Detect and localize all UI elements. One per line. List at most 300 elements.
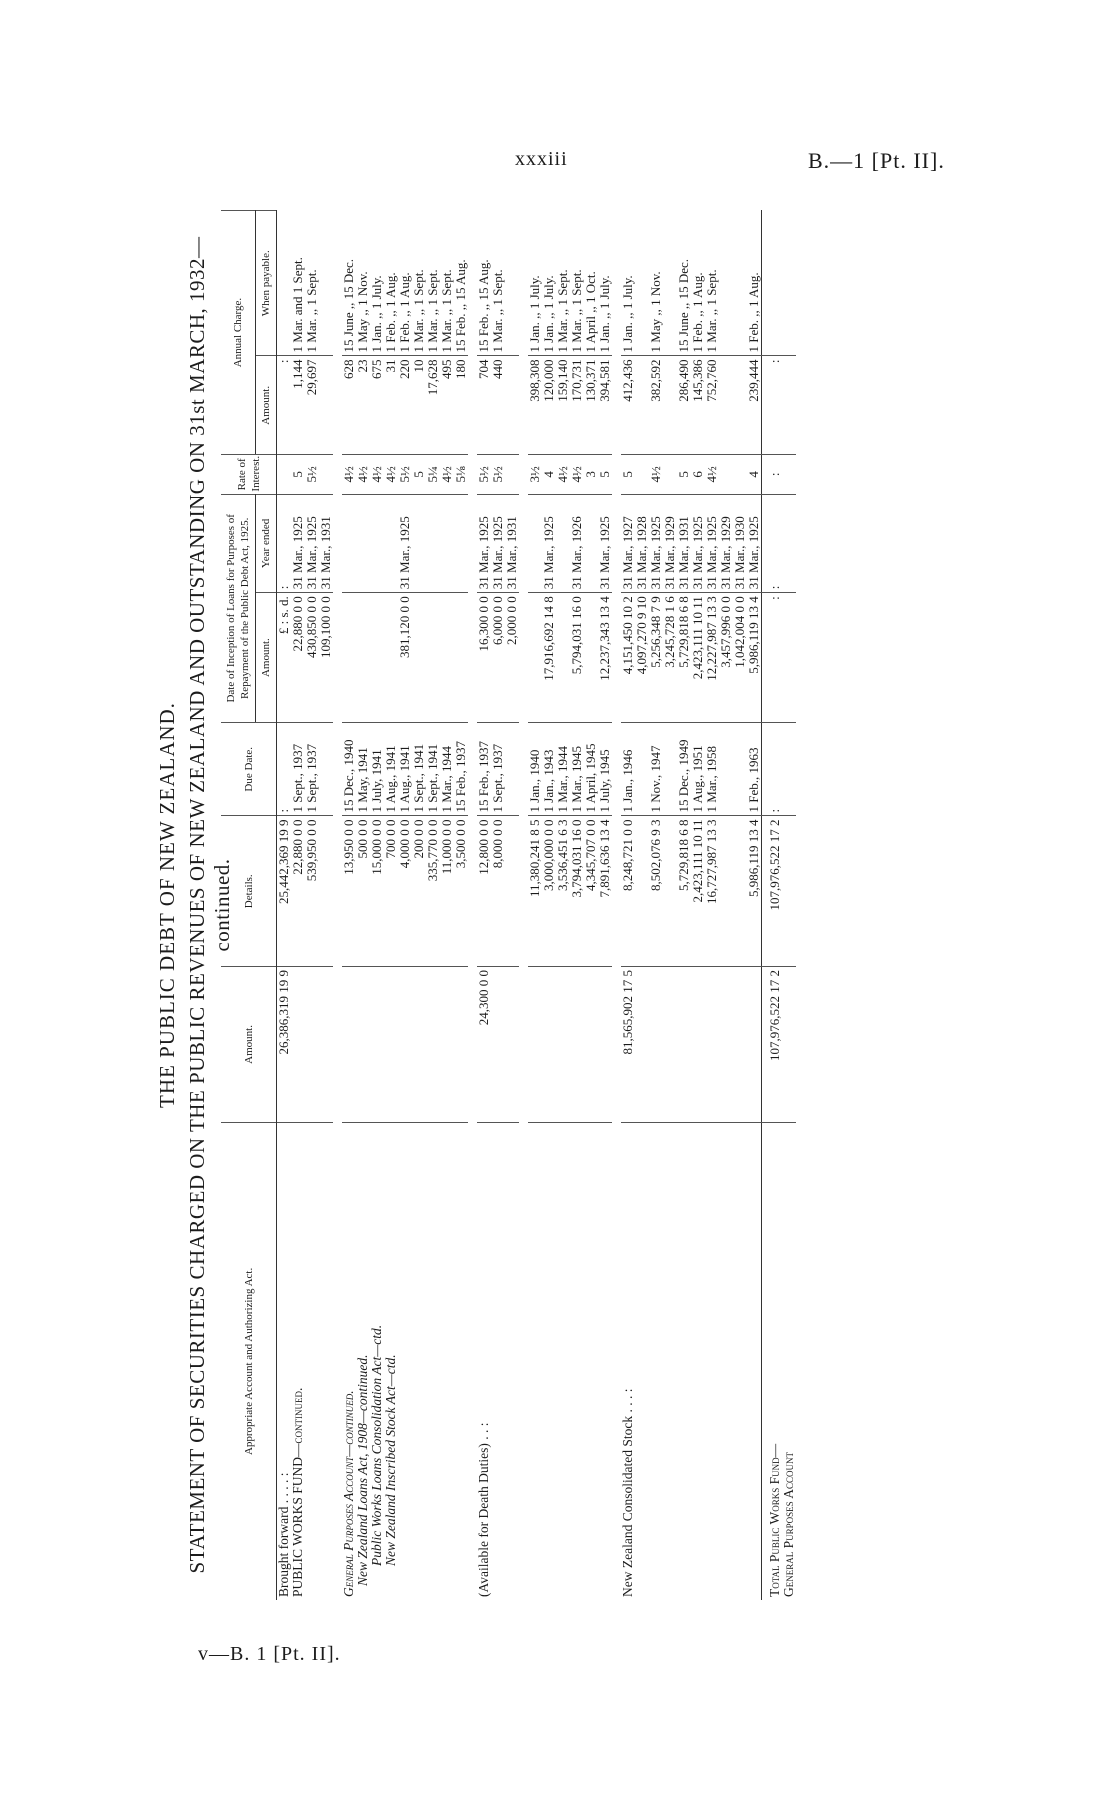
row-year-ended: : (277, 494, 292, 593)
row-when-payable (733, 211, 747, 356)
page-number: xxxiii (515, 148, 568, 170)
row-rate (733, 455, 747, 494)
row-rate: 5½ (398, 455, 412, 494)
row-annual-amount: 220 (398, 356, 412, 455)
row-inception-amount: 5,794,031 16 0 (570, 593, 584, 723)
row-when-payable: 1 Jan. ,, 1 July. (542, 211, 556, 356)
row-when-payable: 15 Feb. ,, 15 Aug. (454, 211, 468, 356)
row-due-date: : (277, 723, 292, 816)
row-due-date: 15 Dec., 1949 (677, 723, 691, 816)
row-year-ended (384, 494, 398, 593)
row-amount (705, 967, 719, 1123)
table-row (342, 211, 356, 1601)
row-details: 5,729,818 6 8 (677, 816, 691, 967)
row-amount (584, 967, 598, 1123)
row-details: 8,000 0 0 (491, 816, 505, 967)
row-inception-amount: 3,457,996 0 0 (719, 593, 733, 723)
row-account (719, 1122, 733, 1600)
row-when-payable: 1 April ,, 1 Oct. (584, 211, 598, 356)
total-annual: : (762, 356, 797, 455)
row-year-ended (426, 494, 440, 593)
table-row (505, 211, 519, 1601)
table-row (356, 211, 370, 1601)
row-amount (542, 967, 556, 1123)
row-details: 25,442,369 19 9 (277, 816, 292, 967)
row-annual-amount (733, 356, 747, 455)
row-details (663, 816, 677, 967)
row-year-ended: 31 Mar., 1930 (733, 494, 747, 593)
row-amount (412, 967, 426, 1123)
row-when-payable: 1 Mar. ,, 1 Sept. (705, 211, 719, 356)
row-rate: 4½ (342, 455, 356, 494)
row-when-payable: 1 Jan. ,, 1 July. (528, 211, 542, 356)
row-due-date (663, 723, 677, 816)
row-amount (570, 967, 584, 1123)
row-when-payable: 1 Jan. ,, 1 July. (621, 211, 635, 356)
row-account (570, 1122, 584, 1600)
row-due-date: 1 Jan., 1943 (542, 723, 556, 816)
row-details: 4,000 0 0 (398, 816, 412, 967)
row-details: 335,770 0 0 (426, 816, 440, 967)
row-details: 4,345,707 0 0 (584, 816, 598, 967)
row-annual-amount: 170,731 (570, 356, 584, 455)
header-due-date: Due Date. (221, 723, 277, 816)
row-when-payable (663, 211, 677, 356)
row-details: 13,950 0 0 (342, 816, 356, 967)
row-rate (663, 455, 677, 494)
table-row (570, 211, 584, 1601)
row-when-payable: 1 May ,, 1 Nov. (649, 211, 663, 356)
row-details (319, 816, 333, 967)
row-annual-amount: 495 (440, 356, 454, 455)
header-amount: Amount. (221, 967, 277, 1123)
row-details (505, 816, 519, 967)
row-details: 22,880 0 0 (291, 816, 305, 967)
row-year-ended: 31 Mar., 1925 (491, 494, 505, 593)
row-due-date: 15 Feb., 1937 (477, 723, 491, 816)
row-rate (319, 455, 333, 494)
row-account: General Purposes Account—continued. (341, 1390, 356, 1597)
row-details: 16,727,987 13 3 (705, 816, 719, 967)
row-inception-amount: 430,850 0 0 (305, 593, 319, 723)
row-annual-amount: 239,444 (747, 356, 762, 455)
row-inception-amount: 22,880 0 0 (291, 593, 305, 723)
row-inception-amount: 12,237,343 13 4 (598, 593, 612, 723)
table-row (277, 211, 292, 1601)
row-annual-amount (719, 356, 733, 455)
row-rate: 5 (412, 455, 426, 494)
row-details: 500 0 0 (356, 816, 370, 967)
total-year-ended: : (762, 494, 797, 593)
table-row (663, 211, 677, 1601)
row-due-date: 15 Dec., 1940 (342, 723, 356, 816)
row-due-date: 1 Mar., 1944 (440, 723, 454, 816)
row-when-payable (719, 211, 733, 356)
total-details: 107,976,522 17 2 (762, 816, 797, 967)
row-spacer (468, 211, 477, 1601)
row-when-payable: 15 June ,, 15 Dec. (342, 211, 356, 356)
row-annual-amount: 180 (454, 356, 468, 455)
row-account (454, 1122, 468, 1600)
row-account (305, 1122, 319, 1600)
row-due-date: 1 Jan., 1946 (621, 723, 635, 816)
header-when-payable: When payable. (256, 211, 277, 356)
row-details: 3,794,031 16 0 (570, 816, 584, 967)
table-row (691, 211, 705, 1601)
row-annual-amount: 130,371 (584, 356, 598, 455)
row-account (691, 1122, 705, 1600)
table-row (556, 211, 570, 1601)
header-annual-charge: Annual Charge. (221, 211, 256, 455)
total-label (762, 1122, 797, 1600)
row-year-ended (440, 494, 454, 593)
row-account (542, 1122, 556, 1600)
table-row (319, 211, 333, 1601)
table-row (440, 211, 454, 1601)
row-annual-amount: 286,490 (677, 356, 691, 455)
row-account: Brought forward . . . . : (276, 1472, 291, 1597)
row-inception-amount: 381,120 0 0 (398, 593, 412, 723)
row-amount (719, 967, 733, 1123)
total-label-line1: Total Public Works Fund— (767, 1443, 782, 1597)
table-row (491, 211, 505, 1601)
row-rate: 4½ (649, 455, 663, 494)
table-row (733, 211, 747, 1601)
row-year-ended: 31 Mar., 1925 (691, 494, 705, 593)
row-due-date: 1 Sept., 1937 (305, 723, 319, 816)
row-when-payable (635, 211, 649, 356)
row-when-payable: 1 Mar. and 1 Sept. (291, 211, 305, 356)
row-annual-amount (663, 356, 677, 455)
row-when-payable: 1 May ,, 1 Nov. (356, 211, 370, 356)
row-account (598, 1122, 612, 1600)
row-inception-amount: 17,916,692 14 8 (542, 593, 556, 723)
row-year-ended (584, 494, 598, 593)
table-row (412, 211, 426, 1601)
row-details: 15,000 0 0 (370, 816, 384, 967)
rotated-table-page (155, 200, 900, 1610)
row-due-date: 1 Mar., 1944 (556, 723, 570, 816)
total-rate: : (762, 455, 797, 494)
row-when-payable: 1 Mar. ,, 1 Sept. (556, 211, 570, 356)
row-amount (649, 967, 663, 1123)
row-annual-amount: 412,436 (621, 356, 635, 455)
row-due-date: 1 Mar., 1945 (570, 723, 584, 816)
row-rate: 5 (598, 455, 612, 494)
row-when-payable (277, 211, 292, 356)
row-rate: 5 (677, 455, 691, 494)
row-account (733, 1122, 747, 1600)
row-amount (440, 967, 454, 1123)
row-rate: 3 (584, 455, 598, 494)
row-amount (305, 967, 319, 1123)
row-year-ended (412, 494, 426, 593)
row-rate (635, 455, 649, 494)
row-when-payable (319, 211, 333, 356)
row-annual-amount: 752,760 (705, 356, 719, 455)
row-year-ended: 31 Mar., 1926 (570, 494, 584, 593)
row-annual-amount: 120,000 (542, 356, 556, 455)
row-rate: 5½ (477, 455, 491, 494)
row-year-ended (342, 494, 356, 593)
header-inception-group: Date of Inception of Loans for Purposes of Repayment of the Public Debt Act, 1925. (221, 494, 256, 722)
row-amount (598, 967, 612, 1123)
table-row (598, 211, 612, 1601)
row-account (398, 1122, 412, 1600)
row-inception-amount: 12,227,987 13 3 (705, 593, 719, 723)
row-when-payable: 1 Mar. ,, 1 Sept. (305, 211, 319, 356)
row-rate (719, 455, 733, 494)
row-details (733, 816, 747, 967)
row-amount (747, 967, 762, 1123)
row-year-ended: 31 Mar., 1925 (747, 494, 762, 593)
row-account (440, 1122, 454, 1600)
row-details: 12,800 0 0 (477, 816, 491, 967)
row-account: New Zealand Consolidated Stock . . . : (620, 1388, 635, 1597)
row-details: 8,502,076 9 3 (649, 816, 663, 967)
row-rate: 6 (691, 455, 705, 494)
row-details (635, 816, 649, 967)
row-when-payable: 1 Feb. ,, 1 Aug. (747, 211, 762, 356)
row-details: 3,500 0 0 (454, 816, 468, 967)
row-when-payable: 15 June ,, 15 Dec. (677, 211, 691, 356)
row-due-date: 1 Nov., 1947 (649, 723, 663, 816)
row-details: 700 0 0 (384, 816, 398, 967)
header-rate: Rate of Interest. (221, 455, 277, 494)
table-row (635, 211, 649, 1601)
row-annual-amount (319, 356, 333, 455)
table-row (542, 211, 556, 1601)
total-when-payable (762, 211, 797, 356)
table-row (719, 211, 733, 1601)
row-annual-amount: 159,140 (556, 356, 570, 455)
row-year-ended: 31 Mar., 1931 (677, 494, 691, 593)
row-account (677, 1122, 691, 1600)
row-account (649, 1122, 663, 1600)
row-amount (384, 967, 398, 1123)
row-account (505, 1122, 519, 1600)
row-inception-amount: 16,300 0 0 (477, 593, 491, 723)
row-inception-amount (384, 593, 398, 723)
row-when-payable: 1 Mar. ,, 1 Sept. (491, 211, 505, 356)
row-amount: 81,565,902 17 5 (621, 967, 635, 1123)
row-due-date: 1 Sept., 1941 (426, 723, 440, 816)
row-details: 3,536,451 6 3 (556, 816, 570, 967)
row-rate: 4½ (440, 455, 454, 494)
row-spacer (519, 211, 528, 1601)
spacer-cell (468, 211, 477, 1601)
row-account (412, 1122, 426, 1600)
table-row (584, 211, 598, 1601)
header-details: Details. (221, 816, 277, 967)
row-inception-amount: 3,245,728 1 6 (663, 593, 677, 723)
row-when-payable: 1 Jan. ,, 1 July. (370, 211, 384, 356)
row-inception-amount (342, 593, 356, 723)
row-rate (505, 455, 519, 494)
page-footer: v—B. 1 [Pt. II]. (198, 1643, 341, 1665)
row-year-ended (356, 494, 370, 593)
row-amount (733, 967, 747, 1123)
row-rate: 5 (621, 455, 635, 494)
row-year-ended: 31 Mar., 1925 (705, 494, 719, 593)
row-annual-amount: : (277, 356, 292, 455)
row-rate: 5⅛ (454, 455, 468, 494)
row-inception-amount (528, 593, 542, 723)
row-rate: 4½ (384, 455, 398, 494)
row-account: PUBLIC WORKS FUND—continued. (290, 1387, 305, 1597)
row-amount (635, 967, 649, 1123)
header-annual-amount: Amount. (256, 356, 277, 455)
row-details: 200 0 0 (412, 816, 426, 967)
row-rate: 5½ (305, 455, 319, 494)
row-account (663, 1122, 677, 1600)
row-rate: 5½ (491, 455, 505, 494)
table-row (705, 211, 719, 1601)
row-year-ended: 31 Mar., 1928 (635, 494, 649, 593)
row-when-payable: 1 Feb. ,, 1 Aug. (398, 211, 412, 356)
row-inception-amount (370, 593, 384, 723)
row-year-ended: 31 Mar., 1925 (542, 494, 556, 593)
row-year-ended: 31 Mar., 1925 (477, 494, 491, 593)
row-rate: 4½ (556, 455, 570, 494)
row-details: 2,423,111 10 11 (691, 816, 705, 967)
row-annual-amount: 145,386 (691, 356, 705, 455)
total-label-line2: General Purposes Account (781, 1451, 796, 1597)
row-due-date: 1 Sept., 1937 (491, 723, 505, 816)
row-due-date (505, 723, 519, 816)
row-when-payable: 15 Feb. ,, 15 Aug. (477, 211, 491, 356)
row-year-ended: 31 Mar., 1929 (663, 494, 677, 593)
row-rate: 3½ (528, 455, 542, 494)
total-row (762, 211, 797, 1601)
row-when-payable: 1 Mar. ,, 1 Sept. (440, 211, 454, 356)
row-annual-amount: 17,628 (426, 356, 440, 455)
row-account: New Zealand Inscribed Stock Act—ctd. (383, 1354, 398, 1566)
row-year-ended: 31 Mar., 1925 (598, 494, 612, 593)
row-year-ended (454, 494, 468, 593)
row-when-payable: 1 Mar. ,, 1 Sept. (426, 211, 440, 356)
table-row (398, 211, 412, 1601)
securities-table (221, 210, 796, 1600)
row-annual-amount: 440 (491, 356, 505, 455)
row-when-payable: 1 Feb. ,, 1 Aug. (691, 211, 705, 356)
table-row (528, 211, 542, 1601)
row-rate: 4½ (370, 455, 384, 494)
row-annual-amount: 1,144 (291, 356, 305, 455)
row-account (705, 1122, 719, 1600)
row-inception-amount: 109,100 0 0 (319, 593, 333, 723)
row-details: 3,000,000 0 0 (542, 816, 556, 967)
row-annual-amount (635, 356, 649, 455)
row-year-ended: 31 Mar., 1925 (291, 494, 305, 593)
row-account: New Zealand Loans Act, 1908—continued. (355, 1354, 370, 1586)
row-due-date (733, 723, 747, 816)
row-due-date: 1 July, 1941 (370, 723, 384, 816)
table-row (677, 211, 691, 1601)
row-details: 11,000 0 0 (440, 816, 454, 967)
row-year-ended (528, 494, 542, 593)
row-account (491, 1122, 505, 1600)
row-year-ended: 31 Mar., 1929 (719, 494, 733, 593)
row-inception-amount (356, 593, 370, 723)
row-annual-amount: 704 (477, 356, 491, 455)
row-rate: 4 (542, 455, 556, 494)
row-amount (291, 967, 305, 1123)
row-account (528, 1122, 542, 1600)
row-year-ended (370, 494, 384, 593)
row-year-ended (556, 494, 570, 593)
row-inception-amount: 5,986,119 13 4 (747, 593, 762, 723)
table-body (277, 211, 762, 1601)
spacer-cell (519, 211, 528, 1601)
row-rate: 4½ (356, 455, 370, 494)
row-amount (663, 967, 677, 1123)
row-rate: 4 (747, 455, 762, 494)
header-year-ended: Year ended (256, 494, 277, 593)
row-due-date: 1 Aug., 1941 (398, 723, 412, 816)
table-row (454, 211, 468, 1601)
row-annual-amount: 29,697 (305, 356, 319, 455)
table-row (426, 211, 440, 1601)
row-when-payable: 1 Mar. ,, 1 Sept. (570, 211, 584, 356)
row-due-date: 15 Feb., 1937 (454, 723, 468, 816)
row-annual-amount: 628 (342, 356, 356, 455)
row-inception-amount: 6,000 0 0 (491, 593, 505, 723)
row-amount: 24,300 0 0 (477, 967, 491, 1123)
row-annual-amount: 31 (384, 356, 398, 455)
row-rate: 5¼ (426, 455, 440, 494)
total-due: : (762, 723, 797, 816)
row-inception-amount: 4,097,270 9 10 (635, 593, 649, 723)
row-inception-amount (454, 593, 468, 723)
row-due-date (319, 723, 333, 816)
row-amount (426, 967, 440, 1123)
row-account: Public Works Loans Consolidation Act—ctd. (369, 1324, 384, 1566)
row-due-date: 1 Mar., 1958 (705, 723, 719, 816)
row-annual-amount: 394,581 (598, 356, 612, 455)
row-account (319, 1122, 333, 1600)
row-year-ended: 31 Mar., 1925 (305, 494, 319, 593)
row-due-date (719, 723, 733, 816)
row-details: 11,380,241 8 5 (528, 816, 542, 967)
row-annual-amount: 23 (356, 356, 370, 455)
row-amount (370, 967, 384, 1123)
row-details (719, 816, 733, 967)
row-year-ended: 31 Mar., 1927 (621, 494, 635, 593)
row-details: 8,248,721 0 0 (621, 816, 635, 967)
row-details: 7,891,636 13 4 (598, 816, 612, 967)
row-details: 5,986,119 13 4 (747, 816, 762, 967)
row-amount (398, 967, 412, 1123)
row-inception-amount: 1,042,004 0 0 (733, 593, 747, 723)
table-row (747, 211, 762, 1601)
row-amount (342, 967, 356, 1123)
row-year-ended: 31 Mar., 1925 (398, 494, 412, 593)
row-inception-amount (426, 593, 440, 723)
table-row (384, 211, 398, 1601)
row-inception-amount: 4,151,450 10 2 (621, 593, 635, 723)
page-reference: B.—1 [Pt. II]. (808, 148, 945, 173)
row-inception-amount: 5,256,348 7 9 (649, 593, 663, 723)
row-rate: 4½ (705, 455, 719, 494)
row-year-ended: 31 Mar., 1931 (319, 494, 333, 593)
row-annual-amount: 10 (412, 356, 426, 455)
row-amount (556, 967, 570, 1123)
row-rate (277, 455, 292, 494)
row-due-date: 1 Feb., 1963 (747, 723, 762, 816)
header-inception-amount: Amount. (256, 593, 277, 723)
row-inception-amount (412, 593, 426, 723)
